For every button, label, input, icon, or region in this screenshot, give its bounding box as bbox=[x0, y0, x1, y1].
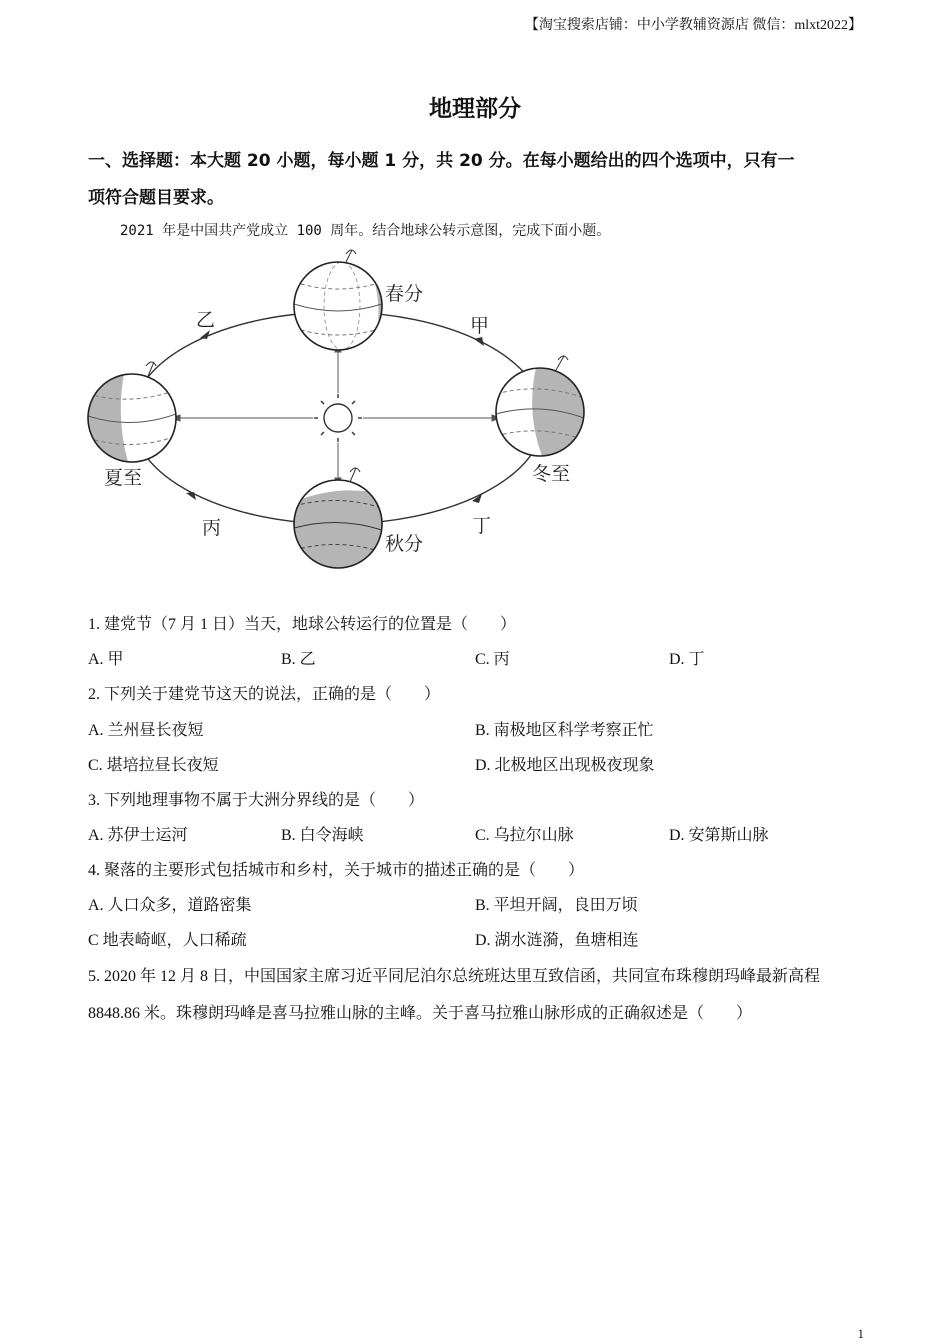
q1-option-d: D. 丁 bbox=[669, 651, 705, 668]
q4-option-b: B. 平坦开阔，良田万顷 bbox=[475, 897, 638, 914]
q3-option-a: A. 苏伊士运河 bbox=[88, 827, 188, 844]
question-4: 4. 聚落的主要形式包括城市和乡村，关于城市的描述正确的是（ ） bbox=[88, 862, 585, 879]
section-heading-line1: 一、选择题：本大题 20 小题，每小题 1 分，共 20 分。在每小题给出的四个选项中，只有一 bbox=[88, 151, 795, 171]
q3-option-d: D. 安第斯山脉 bbox=[669, 827, 769, 844]
page-number: 1 bbox=[857, 1326, 864, 1341]
globe-autumn bbox=[294, 468, 382, 568]
q2-option-a: A. 兰州昼长夜短 bbox=[88, 722, 204, 739]
label-spring: 春分 bbox=[385, 283, 424, 305]
q3-option-c: C. 乌拉尔山脉 bbox=[475, 827, 574, 844]
question-2: 2. 下列关于建党节这天的说法，正确的是（ ） bbox=[88, 686, 441, 703]
question-5-line2: 8848.86 米。珠穆朗玛峰是喜马拉雅山脉的主峰。关于喜马拉雅山脉形成的正确叙述是（ ） bbox=[88, 1005, 753, 1022]
intro-text: 2021 年是中国共产党成立 100 周年。结合地球公转示意图，完成下面小题。 bbox=[120, 223, 611, 239]
label-autumn: 秋分 bbox=[385, 533, 424, 555]
q3-option-b: B. 白令海峡 bbox=[281, 827, 364, 844]
orbit-arrow-yi bbox=[200, 330, 210, 339]
q4-option-d: D. 湖水涟漪，鱼塘相连 bbox=[475, 932, 639, 949]
label-jia: 甲 bbox=[470, 315, 490, 337]
question-1: 1. 建党节（7 月 1 日）当天，地球公转运行的位置是（ ） bbox=[88, 616, 517, 633]
label-summer: 夏至 bbox=[104, 467, 143, 489]
section-heading-line2: 项符合题目要求。 bbox=[88, 188, 224, 208]
q2-option-d: D. 北极地区出现极夜现象 bbox=[475, 757, 655, 774]
q2-option-b: B. 南极地区科学考察正忙 bbox=[475, 722, 654, 739]
q1-option-b: B. 乙 bbox=[281, 651, 316, 668]
label-bing: 丙 bbox=[202, 517, 222, 539]
label-yi: 乙 bbox=[196, 309, 216, 331]
q4-option-c: C 地表崎岖，人口稀疏 bbox=[88, 932, 247, 949]
orbit-arrow-bing bbox=[186, 492, 196, 500]
q1-option-c: C. 丙 bbox=[475, 651, 510, 668]
sun-rays-lines bbox=[172, 344, 500, 486]
q4-option-a: A. 人口众多，道路密集 bbox=[88, 897, 252, 914]
q1-option-a: A. 甲 bbox=[88, 651, 124, 668]
page-title: 地理部分 bbox=[429, 96, 521, 122]
question-5-line1: 5. 2020 年 12 月 8 日，中国国家主席习近平同尼泊尔总统班达里互致信函，共同宣布珠穆朗玛峰最新高程 bbox=[88, 968, 821, 985]
label-winter: 冬至 bbox=[532, 463, 571, 485]
label-ding: 丁 bbox=[472, 515, 492, 537]
question-3: 3. 下列地理事物不属于大洲分界线的是（ ） bbox=[88, 792, 425, 809]
globe-summer bbox=[88, 362, 176, 462]
sun-icon bbox=[314, 394, 362, 442]
q2-option-c: C. 堪培拉昼长夜短 bbox=[88, 757, 219, 774]
header-note: 【淘宝搜索店铺：中小学教辅资源店 微信：mlxt2022】 bbox=[524, 18, 862, 33]
earth-revolution-diagram bbox=[80, 238, 600, 578]
globe-winter bbox=[496, 356, 584, 456]
